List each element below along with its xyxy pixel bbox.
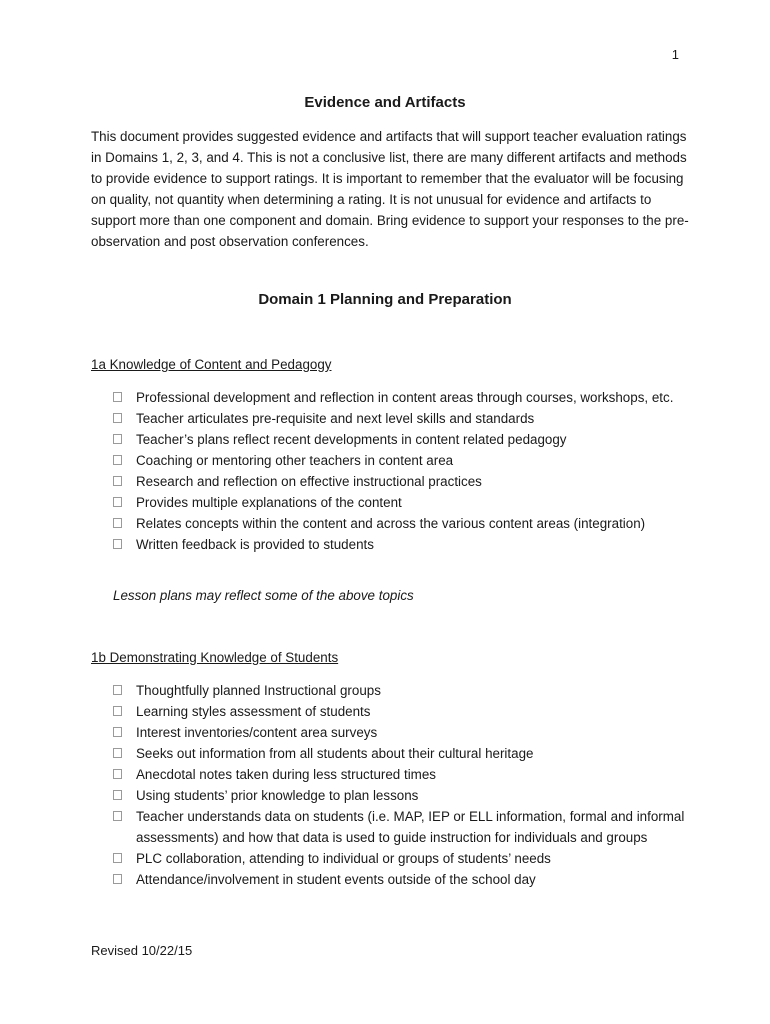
checklist-item-text: Teacher articulates pre-requisite and next level skills and standards <box>136 411 535 426</box>
checklist-item <box>113 701 693 722</box>
checklist-item <box>113 806 693 848</box>
intro-paragraph: This document provides suggested evidence and artifacts that will support teacher evaluation ratings in Domains 1, 2, 3, and 4. This is not a conclusive list, there are many different artifacts and methods to provide evidence to support ratings. It is important to remember that the evaluator will be focusing on quality, not quantity when determining a rating. It is not unusual for evidence and artifacts to support more than one component and domain. Bring evidence to support your responses to the pre-observation and post observation conferences. <box>91 129 689 249</box>
checklist-item <box>113 471 693 492</box>
checklist-item <box>113 492 693 513</box>
checklist-item-text: Teacher’s plans reflect recent developments in content related pedagogy <box>136 432 567 447</box>
checkbox-icon <box>113 434 122 444</box>
section-1a-heading: 1a Knowledge of Content and Pedagogy <box>91 357 332 372</box>
document-title: Evidence and Artifacts <box>304 94 466 111</box>
checklist-item-text: Interest inventories/content area surveys <box>136 725 378 740</box>
checklist-item <box>113 764 693 785</box>
section-1a-checklist <box>113 387 693 555</box>
checkbox-icon <box>113 476 122 486</box>
checklist-item-text: Thoughtfully planned Instructional groups <box>136 683 381 698</box>
checklist-item-text: Research and reflection on effective instructional practices <box>136 474 482 489</box>
checklist-item-text: Learning styles assessment of students <box>136 704 371 719</box>
checkbox-icon <box>113 518 122 528</box>
checkbox-icon <box>113 706 122 716</box>
checklist-item <box>113 722 693 743</box>
domain-heading: Domain 1 Planning and Preparation <box>258 291 512 308</box>
checkbox-icon <box>113 853 122 863</box>
checkbox-icon <box>113 811 122 821</box>
checkbox-icon <box>113 874 122 884</box>
checklist-item <box>113 387 693 408</box>
checkbox-icon <box>113 497 122 507</box>
checkbox-icon <box>113 748 122 758</box>
checklist-item <box>113 680 693 701</box>
checklist-item-text: Attendance/involvement in student events outside of the school day <box>136 872 536 887</box>
checkbox-icon <box>113 392 122 402</box>
checkbox-icon <box>113 413 122 423</box>
page-number: 1 <box>671 47 679 62</box>
checklist-item-text: Provides multiple explanations of the content <box>136 495 402 510</box>
checklist-item <box>113 869 693 890</box>
checklist-item <box>113 743 693 764</box>
section-1b-heading: 1b Demonstrating Knowledge of Students <box>91 650 339 665</box>
checklist-item <box>113 848 693 869</box>
checklist-item-text: Seeks out information from all students about their cultural heritage <box>136 746 534 761</box>
checklist-item-text: Using students’ prior knowledge to plan lessons <box>136 788 419 803</box>
checklist-item <box>113 785 693 806</box>
checklist-item <box>113 450 693 471</box>
checklist-item <box>113 513 693 534</box>
checklist-item-text: Professional development and reflection in content areas through courses, workshops, etc. <box>136 390 674 405</box>
checklist-item-text: Teacher understands data on students (i.e. MAP, IEP or ELL information, formal and informal assessments) and how that data is used to guide instruction for individuals and groups <box>136 809 685 845</box>
checkbox-icon <box>113 769 122 779</box>
checklist-item <box>113 408 693 429</box>
checklist-item-text: Written feedback is provided to students <box>136 537 374 552</box>
checklist-item-text: PLC collaboration, attending to individual or groups of students’ needs <box>136 851 551 866</box>
checklist-item-text: Relates concepts within the content and across the various content areas (integration) <box>136 516 646 531</box>
checklist-item-text: Anecdotal notes taken during less structured times <box>136 767 436 782</box>
checklist-item <box>113 429 693 450</box>
checkbox-icon <box>113 727 122 737</box>
checkbox-icon <box>113 455 122 465</box>
checklist-item <box>113 534 693 555</box>
section-1b-checklist <box>113 680 693 890</box>
checkbox-icon <box>113 685 122 695</box>
checkbox-icon <box>113 790 122 800</box>
checkbox-icon <box>113 539 122 549</box>
section-1a-note: Lesson plans may reflect some of the above topics <box>113 588 414 603</box>
revision-footer: Revised 10/22/15 <box>91 943 193 958</box>
checklist-item-text: Coaching or mentoring other teachers in content area <box>136 453 454 468</box>
